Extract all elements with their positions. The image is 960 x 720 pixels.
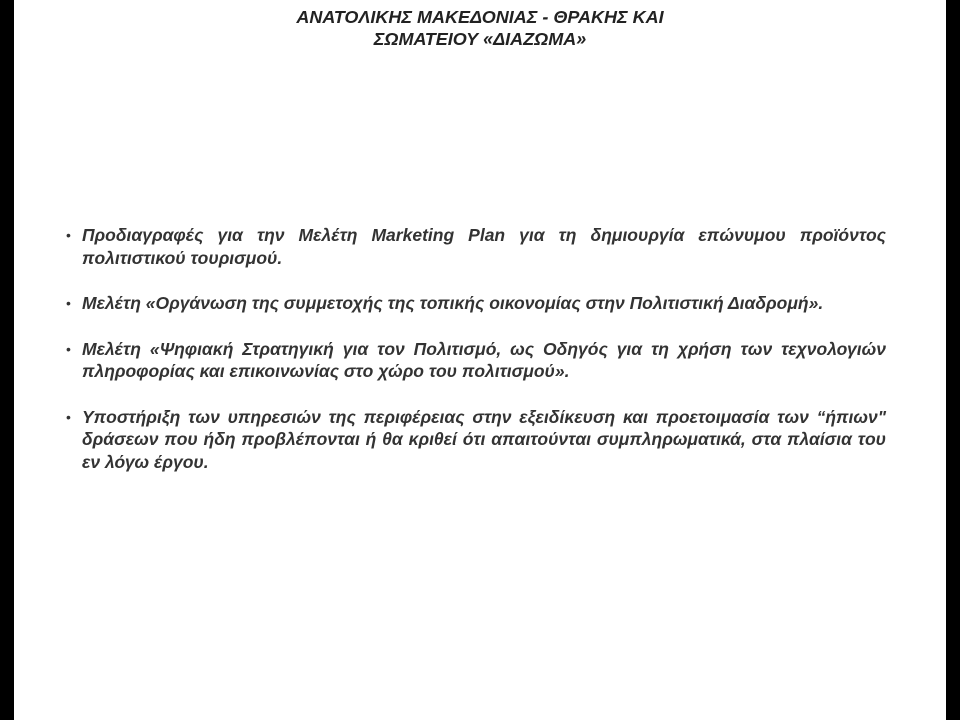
bullet-text: Προδιαγραφές για την Μελέτη Marketing Plan για τη δημιουργία επώνυμου προϊόντος πολιτιστικού τουρισμού. [82,225,886,268]
bullet-item [66,292,886,315]
page-title [14,6,946,50]
bullet-list [66,224,886,496]
bullet-text: Υποστήριξη των υπηρεσιών της περιφέρειας στην εξειδίκευση και προετοιμασία των “ήπιων" δράσεων που ήδη προβλέπονται ή θα κριθεί ότι απαιτούνται συμπληρωματικά, στα πλαίσια του εν λόγω έργου. [82,406,886,472]
bullet-icon: • [66,295,71,311]
bullet-item [66,338,886,383]
bullet-text: Μελέτη «Ψηφιακή Στρατηγική για τον Πολιτισμό, ως Οδηγός για τη χρήση των τεχνολογιών πληροφορίας και επικοινωνίας στο χώρο του πολιτισμού». [82,338,886,381]
bullet-text: Μελέτη «Οργάνωση της συμμετοχής της τοπικής οικονομίας στην Πολιτιστική Διαδρομή». [82,293,824,313]
bullet-icon: • [66,340,71,357]
bullet-icon: • [66,408,71,425]
title-line-1: ΑΝΑΤΟΛΙΚΗΣ ΜΑΚΕΔΟΝΙΑΣ - ΘΡΑΚΗΣ ΚΑΙ [296,7,664,27]
slide-page [14,0,946,720]
bullet-item [66,406,886,474]
title-line-2: ΣΩΜΑΤΕΙΟΥ «ΔΙΑΖΩΜΑ» [373,29,587,49]
bullet-icon: • [66,227,71,243]
bullet-item [66,224,886,269]
